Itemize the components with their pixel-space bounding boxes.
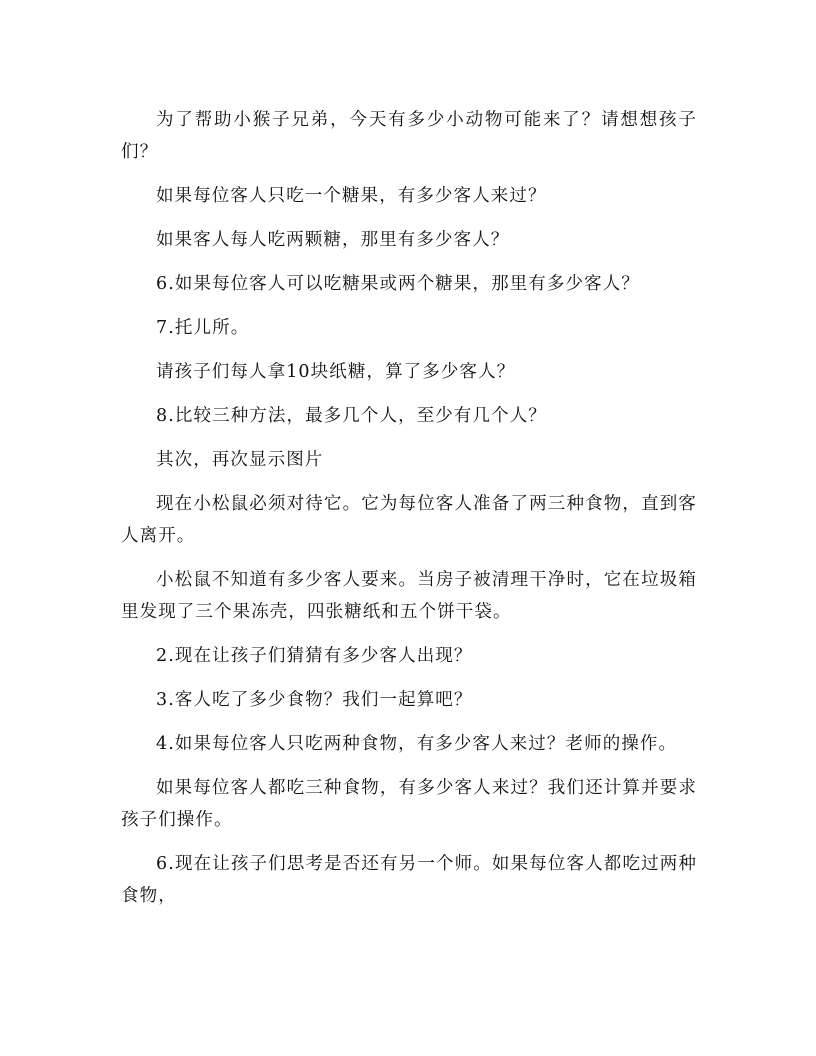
paragraph: 4.如果每位客人只吃两种食物，有多少客人来过？老师的操作。 — [156, 734, 678, 754]
paragraph: 如果客人每人吃两颗糖，那里有多少客人？ — [156, 230, 510, 250]
paragraph: 其次，再次显示图片 — [156, 450, 324, 470]
paragraph: 8.比较三种方法，最多几个人，至少有几个人？ — [156, 406, 547, 426]
paragraph: 3.客人吃了多少食物？我们一起算吧？ — [156, 690, 473, 710]
paragraph: 小松鼠不知道有多少客人要来。当房子被清理干净时，它在垃圾箱里发现了三个果冻壳，四张糖纸和五个饼干袋。 — [121, 570, 697, 622]
document-body — [121, 104, 697, 924]
paragraph: 如果每位客人只吃一个糖果，有多少客人来过？ — [156, 186, 547, 206]
paragraph: 为了帮助小猴子兄弟，今天有多少小动物可能来了？请想想孩子们？ — [121, 110, 697, 162]
paragraph: 2.现在让孩子们猜猜有多少客人出现？ — [156, 646, 473, 666]
paragraph: 请孩子们每人拿10块纸糖，算了多少客人？ — [156, 362, 516, 382]
paragraph: 6.现在让孩子们思考是否还有另一个师。如果每位客人都吃过两种食物， — [121, 854, 697, 906]
paragraph: 7.托儿所。 — [156, 318, 250, 338]
paragraph: 现在小松鼠必须对待它。它为每位客人准备了两三种食物，直到客人离开。 — [121, 494, 697, 546]
paragraph: 如果每位客人都吃三种食物，有多少客人来过？我们还计算并要求孩子们操作。 — [121, 778, 697, 830]
paragraph: 6.如果每位客人可以吃糖果或两个糖果，那里有多少客人？ — [156, 274, 640, 294]
